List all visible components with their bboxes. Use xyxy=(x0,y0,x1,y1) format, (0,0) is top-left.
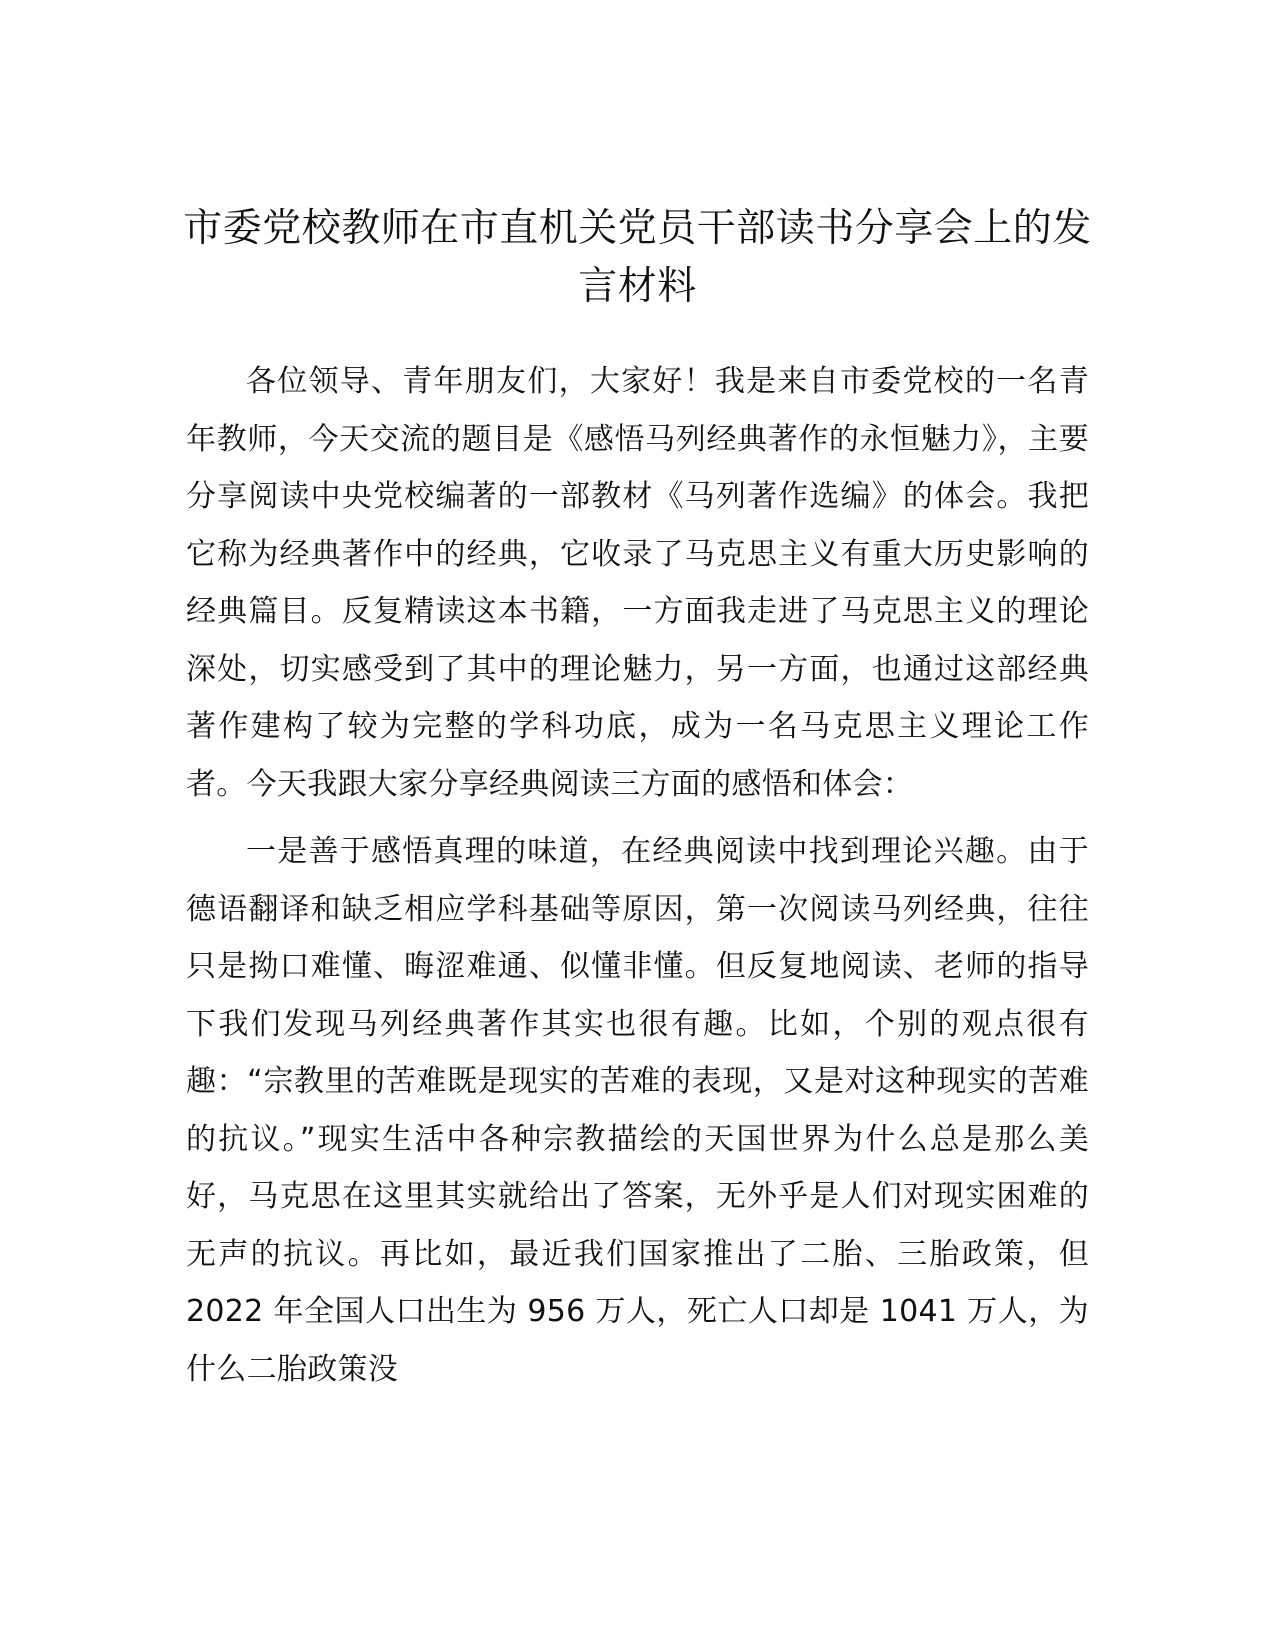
document-title: 市委党校教师在市直机关党员干部读书分享会上的发言材料 xyxy=(183,206,1092,309)
paragraph-point-one: 一是善于感悟真理的味道，在经典阅读中找到理论兴趣。由于德语翻译和缺乏相应学科基础等原因，第一次阅读马列经典，往往只是拗口难懂、晦涩难通、似懂非懂。但反复地阅读、老师的指导下我们发现马列经典著作其实也很有趣。比如，个别的观点很有趣：“宗教里的苦难既是现实的苦难的表现，又是对这种现实的苦难的抗议。”现实生活中各种宗教描绘的天国世界为什么总是那么美好，马克思在这里其实就给出了答案，无外乎是人们对现实困难的无声的抗议。再比如，最近我们国家推出了二胎、三胎政策，但 2022 年全国人口出生为 956 万人，死亡人口却是 1041 万人，为什么二胎政策没 xyxy=(186,834,1089,1387)
document-body xyxy=(186,353,1089,1398)
paragraph-intro: 各位领导、青年朋友们，大家好！我是来自市委党校的一名青年教师，今天交流的题目是《感悟马列经典著作的永恒魅力》，主要分享阅读中央党校编著的一部教材《马列著作选编》的体会。我把它称为经典著作中的经典，它收录了马克思主义有重大历史影响的经典篇目。反复精读这本书籍，一方面我走进了马克思主义的理论深处，切实感受到了其中的理论魅力，另一方面，也通过这部经典著作建构了较为完整的学科功底，成为一名马克思主义理论工作者。今天我跟大家分享经典阅读三方面的感悟和体会： xyxy=(186,364,1089,802)
